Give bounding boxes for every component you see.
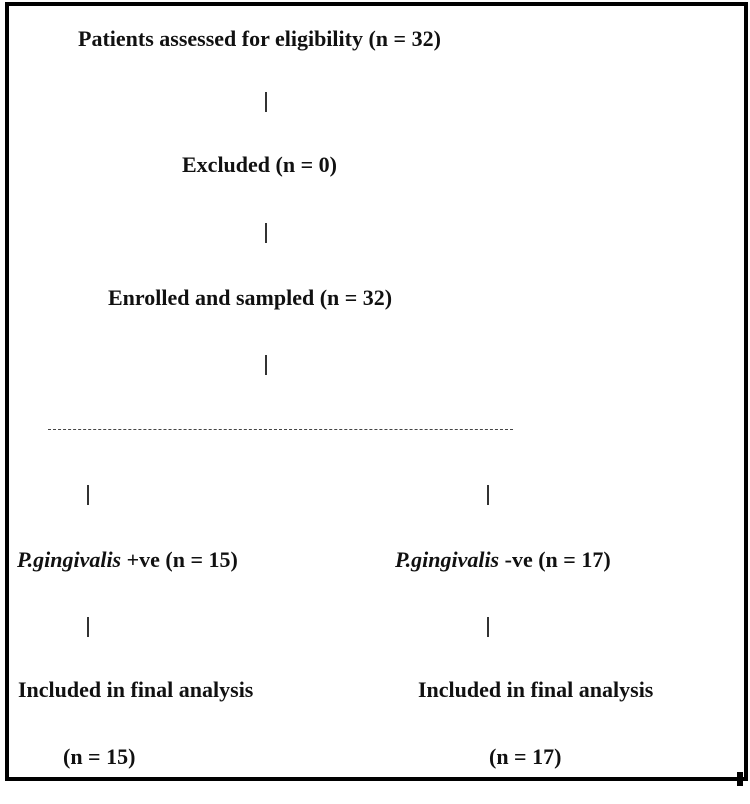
positive-node: [17, 547, 238, 573]
diagram-frame: [5, 2, 748, 781]
connector-left-1: [87, 485, 89, 505]
connector-right-2: [487, 617, 489, 637]
connector-1: [265, 92, 267, 112]
enrolled-node: Enrolled and sampled (n = 32): [108, 285, 393, 310]
negative-species: P.gingivalis: [395, 547, 500, 572]
connector-2: [265, 223, 267, 243]
positive-count: +ve (n = 15): [121, 547, 238, 572]
positive-species: P.gingivalis: [17, 547, 122, 572]
included-right-label: Included in final analysis: [418, 677, 654, 702]
negative-count: -ve (n = 17): [499, 547, 611, 572]
included-left-count: (n = 15): [63, 744, 136, 769]
split-line: [48, 429, 513, 430]
assessed-node: Patients assessed for eligibility (n = 32): [78, 26, 441, 51]
frame-corner-mark: [737, 772, 743, 786]
connector-3: [265, 355, 267, 375]
connector-left-2: [87, 617, 89, 637]
negative-node: [395, 547, 611, 573]
included-right-count: (n = 17): [489, 744, 562, 769]
excluded-node: Excluded (n = 0): [182, 152, 337, 177]
included-left-label: Included in final analysis: [18, 677, 254, 702]
connector-right-1: [487, 485, 489, 505]
